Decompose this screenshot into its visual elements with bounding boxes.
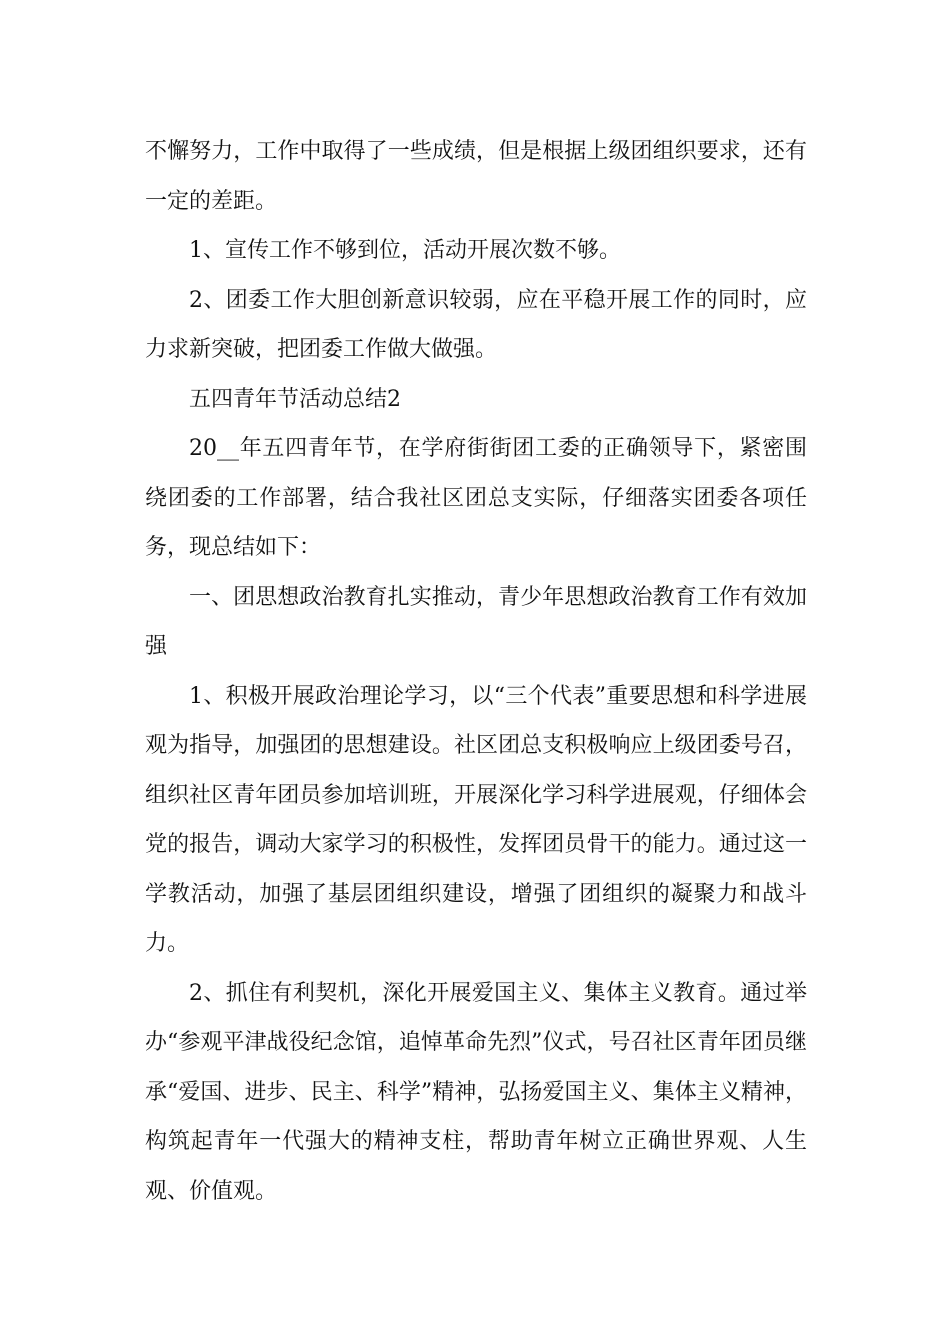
paragraph-item-1: 1、宣传工作不够到位，活动开展次数不够。: [189, 238, 621, 263]
paragraph-point-2: 2、抓住有利契机，深化开展爱国主义、集体主义教育。通过举办“参观平津战役纪念馆，追悼革命先烈”仪式，号召社区青年团员继承“爱国、进步、民主、科学”精神，弘扬爱国主义、集体主义精神，构筑起青年一代强大的精神支柱，帮助青年树立正确世界观、人生观、价值观。: [145, 980, 807, 1204]
paragraph-item-2: 2、团委工作大胆创新意识较弱，应在平稳开展工作的同时，应力求新突破，把团委工作做大做强。: [145, 287, 807, 362]
paragraph-intro: 20__年五四青年节，在学府街街团工委的正确领导下，紧密围绕团委的工作部署，结合我社区团总支实际，仔细落实团委各项任务，现总结如下：: [145, 436, 807, 560]
document-body: [145, 127, 807, 1216]
section-heading: 五四青年节活动总结2: [189, 386, 401, 412]
paragraph-continuation: 不懈努力，工作中取得了一些成绩，但是根据上级团组织要求，还有一定的差距。: [145, 139, 807, 214]
paragraph-section-1: 一、团思想政治教育扎实推动，青少年思想政治教育工作有效加强: [145, 584, 807, 659]
paragraph-point-1: 1、积极开展政治理论学习，以“三个代表”重要思想和科学进展观为指导，加强团的思想建设。社区团总支积极响应上级团委号召，组织社区青年团员参加培训班，开展深化学习科学进展观，仔细体会党的报告，调动大家学习的积极性，发挥团员骨干的能力。通过这一学教活动，加强了基层团组织建设，增强了团组织的凝聚力和战斗力。: [145, 683, 807, 956]
